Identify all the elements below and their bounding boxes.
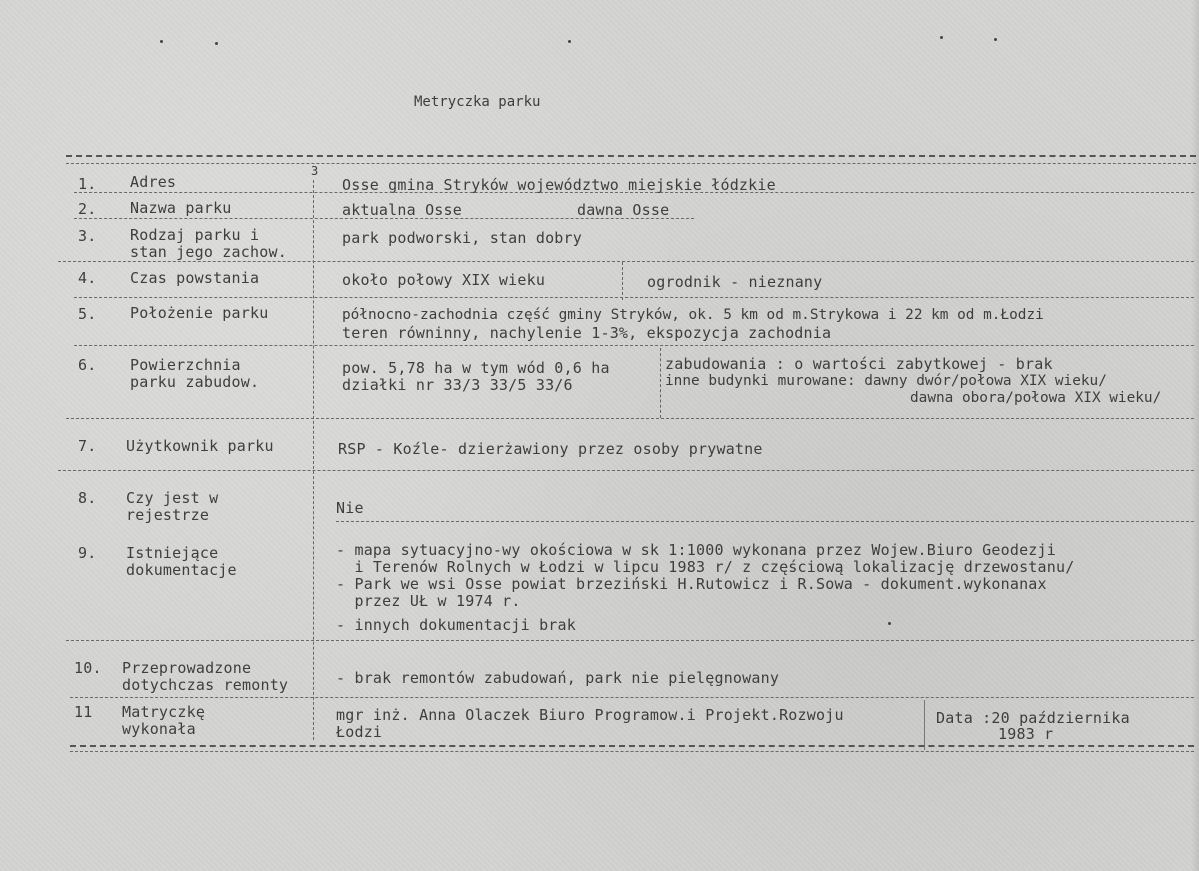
row-9-label-line2: dokumentacje [126,561,237,579]
row-2-number: 2. [78,200,97,218]
dust-speck [994,38,997,41]
row-10-label-line2: dotychczas remonty [122,676,289,694]
row-6-buildings-line3: dawna obora/połowa XIX wieku/ [910,390,1162,406]
row-4-number: 4. [78,269,97,287]
row-11-date-line1: Data :20 października [936,709,1130,727]
row-divider [74,218,694,219]
bottom-rule-2 [70,751,1194,752]
row-divider [58,470,1194,471]
bottom-rule [70,745,1194,747]
page-edge-shadow [1191,0,1199,871]
row-divider [336,521,1194,522]
page-mark: 3 [311,164,319,178]
row-4-label: Czas powstania [130,269,260,287]
row-9-content-line3: - Park we wsi Osse powiat brzeziński H.Rutowicz i R.Sowa - dokument.wykonanax [336,575,1047,593]
label-column-separator [313,180,314,740]
row-divider [58,261,1194,262]
row-5-content-line1: północno-zachodnia część gminy Stryków, ok. 5 km od m.Strykowa i 22 km od m.Łodzi [342,307,1044,323]
row-7-content: RSP - Koźle- dzierżawiony przez osoby prywatne [338,440,763,458]
dust-speck [568,40,571,43]
row-9-label-line1: Istniejące [126,544,219,562]
row-6-buildings-line1: zabudowania : o wartości zabytkowej - brak [665,355,1053,373]
row-divider [66,418,1194,419]
row-11-date-line2: 1983 r [998,725,1054,743]
row-4-content: około połowy XIX wieku [342,271,546,289]
row-6-divider-vertical [660,348,661,418]
row-1-number: 1. [78,175,97,193]
row-6-label-line2: parku zabudow. [130,373,260,391]
row-9-number: 9. [78,544,97,562]
dust-speck [940,36,943,39]
row-6-number: 6. [78,356,97,374]
row-3-number: 3. [78,227,97,245]
row-divider [74,192,1194,193]
top-rule [66,155,1196,157]
row-6-content-line1: pow. 5,78 ha w tym wód 0,6 ha [342,359,610,377]
row-9-content-line5: - innych dokumentacji brak [336,616,576,634]
row-3-content: park podworski, stan dobry [342,229,582,247]
row-8-content: Nie [336,499,364,517]
dust-speck [215,42,218,45]
row-6-buildings-line2: inne budynki murowane: dawny dwór/połowa XIX wieku/ [665,373,1107,389]
row-divider [66,640,1194,641]
row-8-label-line2: rejestrze [126,506,210,524]
row-11-number: 11 [74,703,93,721]
row-8-label-line1: Czy jest w [126,489,219,507]
dust-speck [888,622,891,625]
row-11-label-line2: wykonała [122,720,196,738]
row-divider [74,345,1194,346]
row-9-content-line4: przez UŁ w 1974 r. [336,592,521,610]
row-7-label: Użytkownik parku [126,437,274,455]
dust-speck [160,40,163,43]
row-1-label: Adres [130,173,177,191]
row-10-number: 10. [74,659,102,677]
row-11-label-line1: Matryczkę [122,703,206,721]
row-11-divider-vertical [924,700,925,750]
row-divider [74,297,1194,298]
row-5-number: 5. [78,305,97,323]
row-1-content: Osse gmina Stryków województwo miejskie łódzkie [342,176,776,194]
row-5-label: Położenie parku [130,304,269,322]
row-9-content-line2: i Terenów Rolnych w Łodzi w lipcu 1983 r/ z częściową lokalizację drzewostanu/ [336,558,1075,576]
row-2-content-current: aktualna Osse [342,201,462,219]
row-10-label-line1: Przeprowadzone [122,659,252,677]
row-8-number: 8. [78,489,97,507]
row-6-content-line2: działki nr 33/3 33/5 33/6 [342,376,573,394]
row-3-label-line1: Rodzaj parku i [130,226,260,244]
row-7-number: 7. [78,437,97,455]
row-divider [70,697,1194,698]
row-2-label: Nazwa parku [130,199,232,217]
top-rule-2 [66,163,1196,164]
row-11-content-line2: Łodzi [336,723,383,741]
row-11-content-line1: mgr inż. Anna Olaczek Biuro Programow.i Projekt.Rozwoju [336,706,844,724]
row-9-content-line1: - mapa sytuacyjno-wy okościowa w sk 1:1000 wykonana przez Wojew.Biuro Geodezji [336,541,1056,559]
document-title: Metryczka parku [414,94,541,110]
row-6-label-line1: Powierzchnia [130,356,241,374]
row-2-content-former: dawna Osse [577,201,670,219]
row-5-content-line2: teren równinny, nachylenie 1-3%, ekspozycja zachodnia [342,324,832,342]
row-4-divider-vertical [622,262,623,300]
row-3-label-line2: stan jego zachow. [130,243,287,261]
row-10-content: - brak remontów zabudowań, park nie pielęgnowany [336,669,780,687]
row-4-gardener: ogrodnik - nieznany [647,273,823,291]
